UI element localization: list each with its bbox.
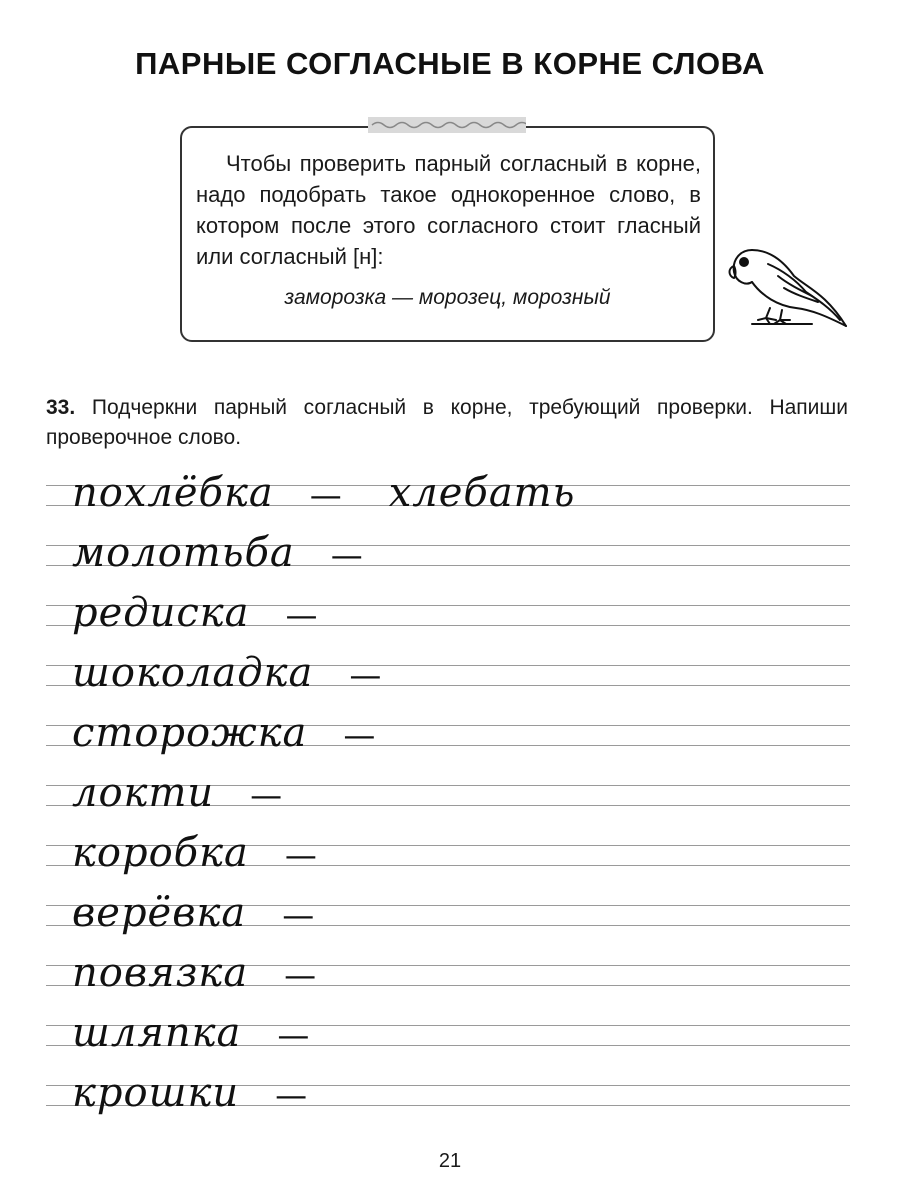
page-title: ПАРНЫЕ СОГЛАСНЫЕ В КОРНЕ СЛОВА [135, 46, 765, 81]
handwritten-row [72, 890, 315, 936]
dash: — [275, 1076, 309, 1114]
handwritten-word: верёвка [72, 890, 247, 936]
handwritten-row [72, 530, 364, 576]
dash: — [343, 716, 377, 754]
rule-text [196, 148, 701, 272]
parrot-icon [722, 236, 850, 338]
handwritten-word: крошки [72, 1070, 240, 1116]
handwritten-word: сторожка [72, 710, 308, 756]
handwritten-row [72, 590, 319, 636]
dash: — [285, 596, 319, 634]
task-text: Подчеркни парный согласный в корне, требующий проверки. Напиши проверочное слово. [46, 396, 848, 449]
handwritten-word: локти [72, 770, 215, 816]
dash: — [349, 656, 383, 694]
dash: — [282, 896, 316, 934]
dash: — [284, 836, 318, 874]
rule-example: заморозка — морозец, морозный [284, 286, 611, 309]
handwritten-row [72, 650, 382, 696]
handwritten-word: шоколадка [72, 650, 314, 696]
handwritten-word: молотьба [72, 530, 295, 576]
rule-paragraph: Чтобы проверить парный согласный в корне, надо подобрать такое однокоренное слово, в котором после этого согласного стоит гласный или согласный [н]: [196, 151, 701, 269]
dash: — [284, 956, 318, 994]
handwritten-row [72, 950, 317, 996]
handwritten-word: редиска [72, 590, 250, 636]
dash: — [330, 536, 364, 574]
task-33 [46, 393, 848, 453]
handwritten-row [72, 1070, 308, 1116]
handwritten-word: коробка [72, 830, 249, 876]
dash: — [277, 1016, 311, 1054]
handwritten-answer[interactable]: хлебать [388, 470, 576, 516]
dash: — [250, 776, 284, 814]
dash: — [309, 476, 343, 514]
handwritten-row [72, 710, 376, 756]
wave-ornament [368, 117, 526, 133]
handwritten-row [72, 1010, 310, 1056]
handwritten-row [72, 830, 318, 876]
handwritten-word: повязка [72, 950, 249, 996]
handwritten-row [72, 770, 283, 816]
handwritten-word: шляпка [72, 1010, 242, 1056]
task-number: 33. [46, 396, 76, 419]
handwritten-word: похлёбка [72, 470, 274, 516]
handwritten-row [72, 470, 575, 516]
page-number: 21 [438, 1150, 462, 1172]
